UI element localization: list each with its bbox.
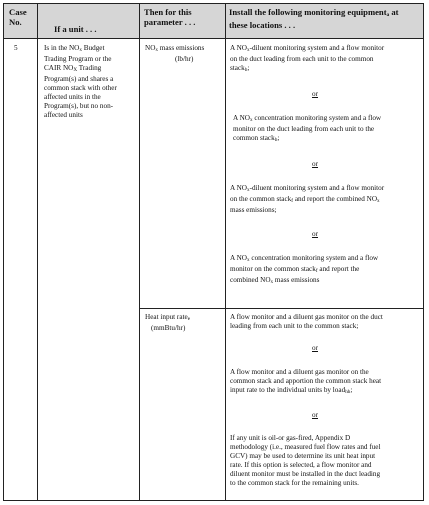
if-unit-line2: Trading Program or the <box>44 55 112 63</box>
if-unit-line1 <box>44 44 136 55</box>
t <box>145 313 223 324</box>
t: on the common stack <box>230 195 292 203</box>
t: -diluent monitoring system and a flow monitor <box>249 184 385 192</box>
t: x <box>246 257 250 263</box>
or-separator: or <box>312 90 318 98</box>
header-install-line1 <box>229 7 423 20</box>
t <box>230 184 422 195</box>
or-separator: or <box>312 411 318 419</box>
t: CAIR NO <box>44 64 74 72</box>
t <box>233 134 423 145</box>
col-divider <box>37 4 38 500</box>
t: combined NO <box>230 276 271 284</box>
nox-option-4 <box>230 254 422 287</box>
t: x <box>79 47 82 53</box>
t: X <box>73 67 78 73</box>
heat-option-1 <box>230 313 422 331</box>
t: x <box>155 47 158 53</box>
header-then-param <box>144 7 222 27</box>
t: mass emissions <box>273 276 320 284</box>
t <box>230 276 422 287</box>
header-no-label: No. <box>9 17 22 27</box>
t: common stack <box>233 134 275 142</box>
t: x <box>270 279 274 285</box>
t: and report the <box>317 265 360 273</box>
t: concentration monitoring system and a flow <box>252 114 382 122</box>
t: x <box>377 198 380 204</box>
t: ; <box>350 386 353 394</box>
t: If any unit is oil-or gas-fired, Appendix D <box>230 434 351 442</box>
t: on the duct leading from each unit to the common <box>230 55 374 63</box>
t: A NO <box>230 184 247 192</box>
t: methodology (i.e., measured fuel flow rates and fuel <box>230 443 381 451</box>
t: -diluent monitoring system and a flow monitor <box>249 44 385 52</box>
t: Trading <box>77 64 102 72</box>
header-install-line2: these locations . . . <box>229 20 296 30</box>
header-install <box>229 7 423 30</box>
t: b <box>274 137 278 143</box>
nox-option-2 <box>233 114 423 145</box>
if-unit-line3 <box>44 64 136 75</box>
t: to the common stack for the remaining units. <box>230 479 359 487</box>
param-heat-input <box>145 313 223 333</box>
t <box>230 386 422 397</box>
t: and report the combined NO <box>293 195 378 203</box>
t: concentration monitoring system and a flow <box>249 254 379 262</box>
header-then-line1: Then for this <box>144 7 192 17</box>
t: x <box>249 117 253 123</box>
t: A flow monitor and a diluent gas monitor on the <box>230 368 369 376</box>
t: hh <box>345 389 351 395</box>
t: ; <box>247 64 250 72</box>
header-install-fn: a <box>386 12 390 18</box>
param-nox-unit: (lb/hr) <box>175 55 194 63</box>
heat-option-3 <box>230 434 422 488</box>
t: GCV) may be used to determine its unit heat input <box>230 452 376 460</box>
t: monitor on the duct leading from each unit to the <box>233 125 375 133</box>
t: x <box>246 47 250 53</box>
t: e <box>187 316 191 322</box>
header-case-no <box>9 7 27 27</box>
t <box>230 254 422 265</box>
t: A NO <box>233 114 250 122</box>
t: Heat input rate <box>145 313 188 321</box>
t: leading from each unit to the common stack; <box>230 322 359 330</box>
t: A flow monitor and a diluent gas monitor on the duct <box>230 313 383 321</box>
t: A NO <box>230 44 247 52</box>
if-unit-line7: Program(s), but no non- <box>44 102 114 110</box>
t: f <box>315 268 318 274</box>
t <box>230 44 422 55</box>
row-divider <box>139 308 423 309</box>
t <box>233 114 423 125</box>
t: NO <box>145 44 156 52</box>
if-unit-line4: Program(s) and shares a <box>44 75 114 83</box>
t: monitor on the common stack <box>230 265 316 273</box>
t <box>230 64 422 75</box>
t: rate. If this option is selected, a flow monitor and <box>230 461 372 469</box>
t: b <box>244 67 248 73</box>
header-case-label: Case <box>9 7 27 17</box>
t: Budget <box>81 44 105 52</box>
t <box>230 195 422 206</box>
t: mass emissions; <box>230 206 277 214</box>
t: input rate to the individual units by load <box>230 386 346 394</box>
nox-option-1 <box>230 44 422 75</box>
or-separator: or <box>312 344 318 352</box>
param-heat-unit: (mmBtu/hr) <box>151 324 186 332</box>
col-divider <box>225 4 226 500</box>
header-install-text: Install the following monitoring equipment <box>229 7 387 17</box>
header-if-unit: If a unit . . . <box>54 24 97 34</box>
if-unit-line8: affected units <box>44 111 83 119</box>
or-separator: or <box>312 160 318 168</box>
or-separator: or <box>312 230 318 238</box>
if-unit-line6: affected units in the <box>44 93 101 101</box>
t: diluent monitor must be installed in the duct leading <box>230 470 381 478</box>
t: mass emissions <box>157 44 205 52</box>
t: x <box>246 187 250 193</box>
t <box>230 265 422 276</box>
t: stack <box>230 64 245 72</box>
col-divider <box>139 4 140 500</box>
if-unit-text <box>44 44 136 120</box>
t: ; <box>277 134 280 142</box>
monitoring-table <box>3 3 424 501</box>
heat-option-2 <box>230 368 422 397</box>
t: Is in the NO <box>44 44 80 52</box>
case-number: 5 <box>14 44 18 52</box>
header-then-line2: parameter . . . <box>144 17 196 27</box>
header-install-text-b: at <box>389 7 399 17</box>
nox-option-3 <box>230 184 422 215</box>
param-nox-line1 <box>145 44 223 55</box>
if-unit-line5: common stack with other <box>44 84 117 92</box>
t: common stack and apportion the common stack heat <box>230 377 382 385</box>
param-nox <box>145 44 223 64</box>
t: A NO <box>230 254 247 262</box>
t: f <box>291 198 294 204</box>
